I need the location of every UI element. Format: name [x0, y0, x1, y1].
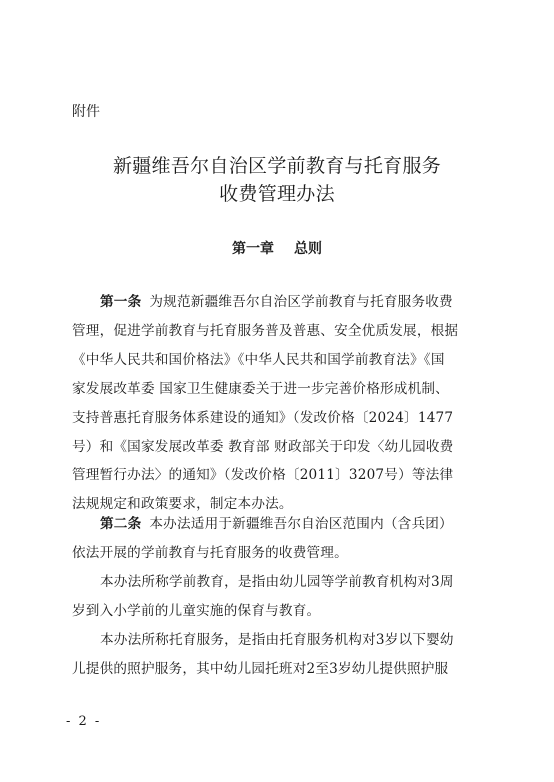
chapter-number: 第一章	[232, 241, 274, 257]
article-1-line: 法规规定和政策要求，制定本办法。	[72, 496, 293, 513]
attachment-label: 附件	[72, 104, 100, 120]
paragraph-line: 儿提供的照护服务，其中幼儿园托班对2至3岁幼儿提供照护服	[72, 660, 449, 677]
document-title-line-2: 收费管理办法	[219, 183, 335, 205]
article-1-line: 《中华人民共和国价格法》《中华人民共和国学前教育法》《国	[72, 351, 445, 368]
article-1-line: 支持普惠托育服务体系建设的通知》（发改价格〔2024〕1477	[72, 409, 454, 426]
article-1-line: 管理暂行办法〉的通知》（发改价格〔2011〕3207号）等法律	[72, 467, 454, 484]
article-1-line: 管理，促进学前教育与托育服务普及普惠、安全优质发展，根据	[72, 322, 459, 339]
paragraph-line: 本办法所称托育服务，是指由托育服务机构对3岁以下婴幼	[100, 632, 454, 648]
chapter-name: 总则	[294, 241, 322, 257]
article-1-line: 家发展改革委 国家卫生健康委关于进一步完善价格形成机制、	[72, 380, 449, 397]
article-1-label: 第一条	[100, 294, 142, 310]
article-1-line: 第一条 为规范新疆维吾尔自治区学前教育与托育服务收费	[100, 294, 453, 310]
page-number: - 2 -	[66, 714, 102, 729]
paragraph-line: 本办法所称学前教育，是指由幼儿园等学前教育机构对3周	[100, 574, 454, 590]
article-1-line: 号）和《国家发展改革委 教育部 财政部关于印发〈幼儿园收费	[72, 438, 454, 455]
article-2-line: 第二条 本办法适用于新疆维吾尔自治区范围内（含兵团）	[100, 516, 453, 532]
preschool-definition-paragraph	[72, 568, 484, 626]
paragraph-line: 岁到入小学前的儿童实施的保育与教育。	[72, 602, 321, 619]
article-2-label: 第二条	[100, 516, 142, 532]
chapter-heading	[0, 238, 554, 258]
article-1-paragraph	[72, 288, 484, 519]
childcare-definition-paragraph	[72, 626, 484, 684]
article-2-line: 依法开展的学前教育与托育服务的收费管理。	[72, 544, 348, 561]
document-title-line-1: 新疆维吾尔自治区学前教育与托育服务	[112, 155, 442, 177]
article-2-paragraph	[72, 510, 484, 568]
